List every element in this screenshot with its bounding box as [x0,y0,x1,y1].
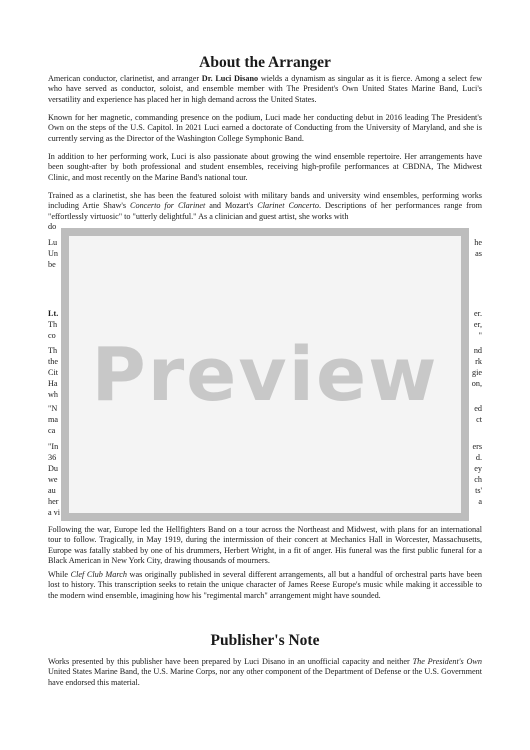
text-fragment: ts' [475,486,482,495]
arranger-name: Dr. Luci Disano [201,74,259,83]
about-paragraph-1 [48,74,482,105]
text-fragment: a [478,497,482,506]
text-fragment: " [478,331,482,340]
work-title: Clef Club March [70,570,127,579]
work-title: Clarinet Concerto [257,201,319,211]
text-fragment: as [475,249,482,258]
text: . Descriptions of her performances range from "effortlessly virtuosic" to "utterly delightful." As a clinician and guest artist, she works with [48,201,483,221]
text-fragment: on, [471,379,482,388]
text-fragment: he [474,238,482,247]
publisher-paragraph [48,657,482,688]
text-fragment: er. [474,309,482,318]
text: do [48,222,57,232]
text-fragment: Lt. [48,309,59,318]
text-fragment: Du [48,464,59,473]
text-fragment: be [48,260,56,269]
text-fragment: 36 [48,453,57,462]
text-fragment: rk [475,357,482,366]
about-paragraph-2: Known for her magnetic, commanding presence on the podium, Luci made her conducting debut in 2016 leading The President's Own on the steps of the U.S. Capitol. In 2021 Luci earned a doctorate of Conducting from the University of Maryland, and she is currently serving as the Director of the Washington College Symphonic Band. [48,113,482,143]
text-fragment: au [48,486,56,495]
text-fragment: "In [48,442,59,451]
text: Works presented by this publisher have been prepared by Luci Disano in an unofficial capacity and neither [48,657,413,666]
text-fragment: Cit [48,368,59,377]
text-fragment: a vi [48,508,61,517]
text-fragment: ch [474,475,482,484]
about-paragraph-11 [48,570,482,601]
text-fragment: "N [48,404,58,413]
text-fragment: gie [471,368,482,377]
text-fragment: nd [473,346,482,355]
text: and Mozart's [205,201,258,211]
text-fragment: ey [474,464,482,473]
work-title: Concerto for Clarinet [130,201,206,211]
text-fragment: Th [48,346,58,355]
text-fragment: ma [48,415,59,424]
publisher-heading: Publisher's Note [210,632,320,649]
text-fragment: Ha [48,379,58,388]
about-paragraph-4 [48,191,482,233]
text-fragment: ers [472,442,482,451]
text-fragment: Un [48,249,59,258]
text: United States Marine Band, the U.S. Marine Corps, nor any other component of the Department of Defense or the U.S. Government have endorsed this material. [48,667,482,687]
text: was originally published in several different arrangements, all but a handful of orchestral parts have been lost to history. This transcription seeks to retain the unique character of James Reese Europe's music while making it accessible to the modern wind ensemble, imagining how his "regimental march" arrangement might have sounded. [48,570,483,600]
text-fragment: Th [48,320,58,329]
preview-watermark [61,228,469,521]
text-fragment: the [48,357,59,366]
preview-label: Preview [91,331,439,418]
band-name: The President's Own [412,657,482,666]
text: Trained as a clarinetist, she has been the featured soloist with military bands and university wind ensembles, performing works including Artie Shaw's [48,191,482,211]
text-fragment: ed [474,404,482,413]
text-fragment: wh [48,390,59,399]
text-fragment: d. [475,453,482,462]
text: While [48,570,71,579]
text: American conductor, clarinetist, and arranger [48,74,202,83]
text-fragment: er, [473,320,482,329]
text-fragment: we [48,475,58,484]
text-fragment: her [48,497,59,506]
about-paragraph-10: Following the war, Europe led the Hellfighters Band on a tour across the Northeast and Midwest, with plans for an international tour to follow. Tragically, in May 1919, during the intermission of their concert at Mechanics Hall in Worcester, Massachusetts, Europe was fatally stabbed by one of his drummers, Herbert Wright, in a fit of anger. His funeral was the first public funeral for a Black American in New York City, drawing thousands of mourners. [48,525,482,566]
text-fragment: Lu [48,238,58,247]
text-fragment: co [48,331,56,340]
text: wields a dynamism as singular as it is fierce. Among a select few who have served as conductor, soloist, and ensemble member with The President's Own United States Marine Band, Luci's versatility and experience has placed her in high demand across the United States. [48,74,482,104]
about-paragraph-3: In addition to her performing work, Luci is also passionate about growing the wind ensemble repertoire. Her arrangements have been sought-after by both professional and student ensembles, receiving high-profile performances at CBDNA, The Midwest Clinic, and most recently on the Marine Band's national tour. [48,152,482,182]
text-fragment: ca [48,426,56,435]
text-fragment: ct [476,415,482,424]
about-heading: About the Arranger [199,54,331,71]
